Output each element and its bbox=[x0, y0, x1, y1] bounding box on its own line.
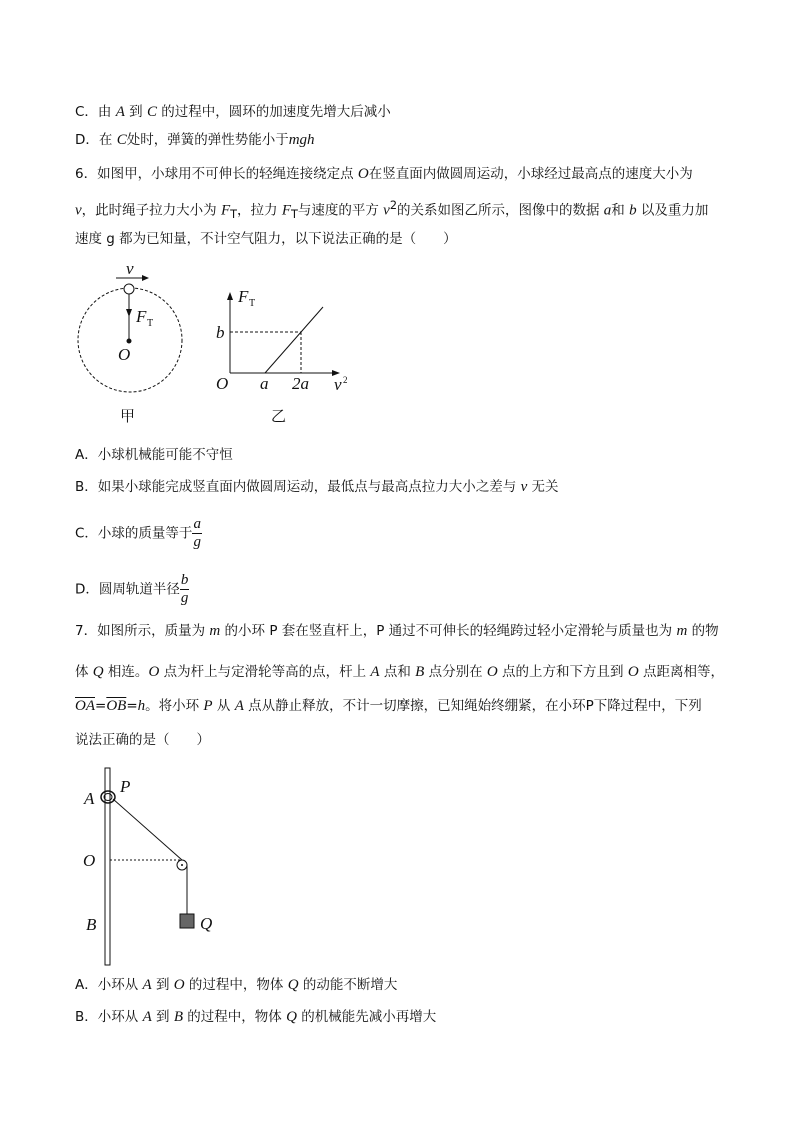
svg-text:b: b bbox=[216, 323, 225, 342]
q6-option-a: A．小球机械能可能不守恒 bbox=[75, 447, 233, 463]
q7-option-b: B．小环从 A 到 B 的过程中，物体 Q 的机械能先减小再增大 bbox=[75, 1009, 437, 1025]
q6-stem-line1: 6．如图甲，小球用不可伸长的轻绳连接绕定点 O在竖直面内做圆周运动，小球经过最高点的速度大小为 bbox=[75, 166, 693, 182]
caption-yi: 乙 bbox=[271, 407, 287, 425]
q7-stem-line4: 说法正确的是（ ） bbox=[75, 732, 210, 748]
svg-text:2: 2 bbox=[343, 375, 348, 385]
svg-text:O: O bbox=[216, 374, 229, 393]
q7-stem-line3: $\overline{OA}=\overline{OB}=h$。将小环 P 从 A 点从静止释放，不计一切摩擦，已知绳始终绷紧，在小环P下降过程中，下列 bbox=[75, 698, 702, 714]
label-ft: F bbox=[136, 307, 147, 326]
q6-option-c: C．小球的质量等于 $\frac{a}{g}$ bbox=[75, 516, 201, 550]
q6-option-b: B．如果小球能完成竖直面内做圆周运动，最低点与最高点拉力大小之差与 v 无关 bbox=[75, 479, 559, 495]
rope-incline bbox=[113, 799, 182, 860]
svg-text:B: B bbox=[86, 915, 97, 934]
q6-option-d: D．圆周轨道半径 $\frac{b}{g}$ bbox=[75, 572, 189, 606]
q7-stem-line1: 7．如图所示，质量为 m 的小环 P 套在竖直杆上，P 通过不可伸长的轻绳跨过轻小定滑轮与质量也为 m 的物 bbox=[75, 623, 719, 639]
block-q bbox=[180, 914, 194, 928]
vertical-rod bbox=[105, 768, 110, 965]
svg-text:2a: 2a bbox=[292, 374, 309, 393]
label-v: v bbox=[126, 259, 134, 278]
svg-text:A: A bbox=[84, 789, 95, 808]
caption-jia: 甲 bbox=[120, 407, 136, 425]
svg-text:T: T bbox=[249, 298, 256, 309]
svg-text:Q: Q bbox=[200, 914, 213, 933]
q5-option-c: C．由 A 到 C 的过程中，圆环的加速度先增大后减小 bbox=[75, 104, 391, 120]
svg-text:a: a bbox=[260, 374, 269, 393]
q6-stem-line2: v，此时绳子拉力大小为 $F_T$，拉力 $F_T$与速度的平方 $v^2$的关系如图乙所示，图像中的数据 a和 b 以及重力加 bbox=[75, 199, 709, 222]
svg-text:O: O bbox=[83, 851, 96, 870]
q6-stem-line3: 速度 g 都为已知量，不计空气阻力，以下说法正确的是（ ） bbox=[75, 231, 457, 247]
q7-option-a: A．小环从 A 到 O 的过程中，物体 Q 的动能不断增大 bbox=[75, 977, 398, 993]
figure-ring-pulley bbox=[0, 0, 300, 980]
svg-text:v: v bbox=[334, 375, 342, 394]
q5-option-d: D．在 C处时，弹簧的弹性势能小于mgh bbox=[75, 132, 315, 148]
svg-text:P: P bbox=[120, 777, 131, 796]
svg-text:F: F bbox=[238, 287, 249, 306]
svg-text:T: T bbox=[147, 318, 154, 329]
q7-stem-line2: 体 Q 相连。O 点为杆上与定滑轮等高的点，杆上 A 点和 B 点分别在 O 点的上方和下方且到 O 点距离相等， bbox=[75, 664, 724, 680]
label-o: O bbox=[118, 345, 131, 364]
